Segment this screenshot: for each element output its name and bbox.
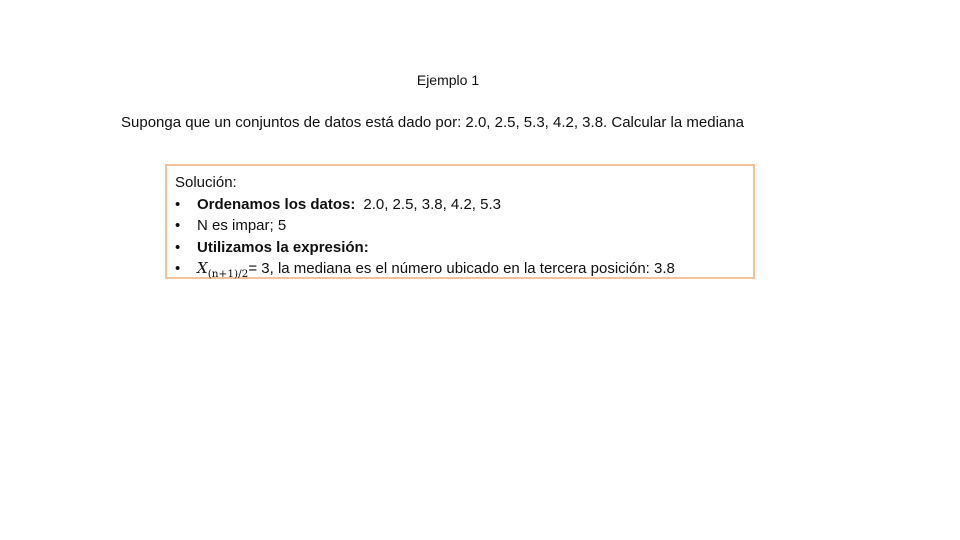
solution-steps (175, 194, 745, 286)
solution-heading: Solución: (175, 174, 237, 191)
step-text-n-odd: N es impar; 5 (197, 217, 287, 234)
list-item (175, 215, 745, 237)
bullet-icon: • (175, 238, 181, 256)
bullet-icon: • (175, 260, 181, 277)
list-item (175, 237, 745, 259)
step-values-sorted: 2.0, 2.5, 3.8, 4.2, 5.3 (363, 195, 501, 213)
problem-statement: Suponga que un conjuntos de datos está dado por: 2.0, 2.5, 5.3, 4.2, 3.8. Calcular la mediana (121, 114, 744, 131)
page-title: Ejemplo 1 (416, 72, 480, 88)
bullet-icon: • (175, 195, 181, 213)
solution-box (165, 164, 755, 279)
step-label-sort: Ordenamos los datos: (197, 195, 356, 213)
median-formula-variable: X (197, 259, 208, 277)
bullet-icon: • (175, 217, 181, 234)
step-text-median-result: = 3, la mediana es el número ubicado en la tercera posición: 3.8 (248, 260, 675, 277)
list-item (175, 194, 745, 216)
median-formula-subscript: (n+1)/2 (207, 268, 249, 280)
list-item (175, 258, 745, 286)
step-label-expression: Utilizamos la expresión: (197, 238, 369, 256)
